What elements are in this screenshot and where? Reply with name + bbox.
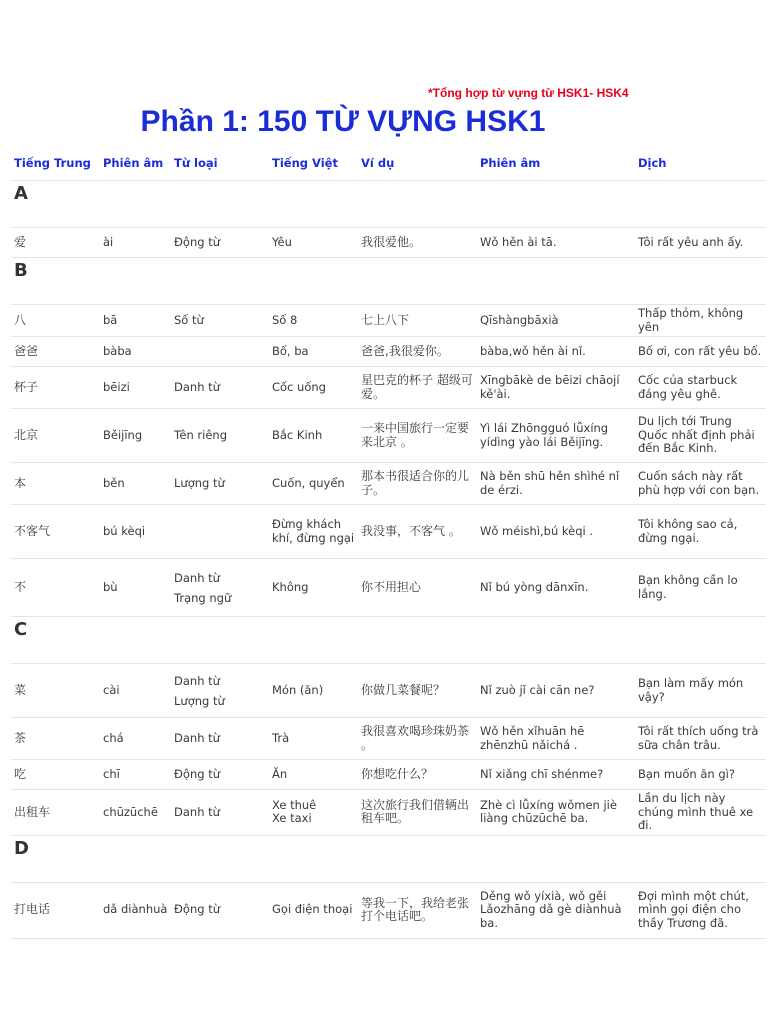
word-type: Danh từ bbox=[174, 673, 220, 688]
example-cell: 七上八下 bbox=[358, 305, 477, 337]
table-row bbox=[11, 664, 766, 718]
word-type: Lượng từ bbox=[174, 475, 225, 490]
pinyin-cell: ài bbox=[100, 228, 171, 258]
translation-cell: Bạn không cần lo lắng. bbox=[635, 559, 766, 617]
example-pinyin-cell: Xīngbākè de bēizi chāojí kě'ài. bbox=[477, 367, 635, 409]
word-type: Danh từ bbox=[174, 730, 220, 745]
section-letter-row bbox=[11, 258, 766, 305]
hanzi-cell: 北京 bbox=[11, 409, 100, 463]
vietnamese-cell: Cuốn, quyển bbox=[269, 463, 358, 505]
table-header-row bbox=[11, 148, 766, 181]
header-example-pinyin: Phiên âm bbox=[477, 148, 635, 181]
vietnamese-cell: Bố, ba bbox=[269, 337, 358, 367]
example-pinyin-cell: Qīshàngbāxià bbox=[477, 305, 635, 337]
vietnamese-cell: Số 8 bbox=[269, 305, 358, 337]
section-letter: B bbox=[11, 258, 766, 305]
example-cell: 你做几菜餐呢？ bbox=[358, 664, 477, 718]
table-row bbox=[11, 305, 766, 337]
example-cell: 等我一下，我给老张打个电话吧。 bbox=[358, 883, 477, 939]
vietnamese-cell: Món (ăn) bbox=[269, 664, 358, 718]
section-letter: A bbox=[11, 181, 766, 228]
pinyin-cell: chá bbox=[100, 718, 171, 760]
word-type-cell bbox=[171, 883, 269, 939]
page-title: Phần 1: 150 TỪ VỰNG HSK1 bbox=[140, 105, 546, 138]
vietnamese-cell: Bắc Kinh bbox=[269, 409, 358, 463]
pinyin-cell: bú kèqi bbox=[100, 505, 171, 559]
section-letter-row bbox=[11, 181, 766, 228]
example-pinyin-cell: Nà běn shū hěn shìhé nǐ de érzi. bbox=[477, 463, 635, 505]
section-letter: D bbox=[11, 836, 766, 883]
translation-cell: Tôi rất thích uống trà sữa chân trâu. bbox=[635, 718, 766, 760]
hanzi-cell: 吃 bbox=[11, 760, 100, 790]
example-pinyin-cell: Nǐ bú yòng dānxīn. bbox=[477, 559, 635, 617]
example-pinyin-cell: Děng wǒ yíxià, wǒ gěi Lǎozhāng dǎ gè diànhuà ba. bbox=[477, 883, 635, 939]
example-cell: 我很喜欢喝珍珠奶茶 。 bbox=[358, 718, 477, 760]
word-type: Động từ bbox=[174, 766, 220, 781]
table-row bbox=[11, 367, 766, 409]
word-type: Danh từ bbox=[174, 379, 220, 394]
hanzi-cell: 打电话 bbox=[11, 883, 100, 939]
word-type-cell bbox=[171, 367, 269, 409]
pinyin-cell: bēizi bbox=[100, 367, 171, 409]
pinyin-cell: cài bbox=[100, 664, 171, 718]
word-type: Trạng ngữ bbox=[174, 590, 232, 605]
table-body bbox=[11, 181, 766, 939]
example-pinyin-cell: Wǒ hěn ài tā. bbox=[477, 228, 635, 258]
word-type: Động từ bbox=[174, 234, 220, 249]
vietnamese-cell: Trà bbox=[269, 718, 358, 760]
hanzi-cell: 本 bbox=[11, 463, 100, 505]
table-row bbox=[11, 505, 766, 559]
word-type-cell bbox=[171, 337, 269, 367]
table-row bbox=[11, 559, 766, 617]
hanzi-cell: 杯子 bbox=[11, 367, 100, 409]
translation-cell: Thấp thỏm, không yên bbox=[635, 305, 766, 337]
section-letter: C bbox=[11, 617, 766, 664]
translation-cell: Tôi rất yêu anh ấy. bbox=[635, 228, 766, 258]
pinyin-cell: Běijīng bbox=[100, 409, 171, 463]
vietnamese-cell: Yêu bbox=[269, 228, 358, 258]
word-type-cell bbox=[171, 305, 269, 337]
example-cell: 我很爱他。 bbox=[358, 228, 477, 258]
header-vietnamese: Tiếng Việt bbox=[269, 148, 358, 181]
example-cell: 这次旅行我们借辆出租车吧。 bbox=[358, 790, 477, 836]
example-cell: 一来中国旅行一定要来北京 。 bbox=[358, 409, 477, 463]
vocabulary-table bbox=[11, 148, 766, 939]
example-cell: 那本书很适合你的儿子。 bbox=[358, 463, 477, 505]
table-row bbox=[11, 718, 766, 760]
translation-cell: Cuốn sách này rất phù hợp với con bạn. bbox=[635, 463, 766, 505]
vietnamese-cell: Cốc uống bbox=[269, 367, 358, 409]
translation-cell: Cốc của starbuck đáng yêu ghê. bbox=[635, 367, 766, 409]
table-row bbox=[11, 463, 766, 505]
example-pinyin-cell: Nǐ zuò jǐ cài cān ne? bbox=[477, 664, 635, 718]
hanzi-cell: 菜 bbox=[11, 664, 100, 718]
word-type-cell bbox=[171, 718, 269, 760]
hanzi-cell: 爸爸 bbox=[11, 337, 100, 367]
pinyin-cell: bā bbox=[100, 305, 171, 337]
hanzi-cell: 八 bbox=[11, 305, 100, 337]
word-type: Tên riêng bbox=[174, 427, 228, 442]
pinyin-cell: bàba bbox=[100, 337, 171, 367]
hanzi-cell: 出租车 bbox=[11, 790, 100, 836]
word-type: Động từ bbox=[174, 902, 220, 917]
word-type-cell bbox=[171, 409, 269, 463]
pinyin-cell: bù bbox=[100, 559, 171, 617]
translation-cell: Đợi mình một chút, mình gọi điện cho thầy Trương đã. bbox=[635, 883, 766, 939]
word-type-cell bbox=[171, 760, 269, 790]
example-pinyin-cell: bàba,wǒ hěn ài nǐ. bbox=[477, 337, 635, 367]
vietnamese-cell: Xe thuê Xe taxi bbox=[269, 790, 358, 836]
translation-cell: Bạn làm mấy món vậy? bbox=[635, 664, 766, 718]
translation-cell: Lần du lịch này chúng mình thuê xe đi. bbox=[635, 790, 766, 836]
example-cell: 我没事，不客气 。 bbox=[358, 505, 477, 559]
translation-cell: Du lịch tới Trung Quốc nhất định phải đến Bắc Kinh. bbox=[635, 409, 766, 463]
header-translation: Dịch bbox=[635, 148, 766, 181]
hanzi-cell: 不客气 bbox=[11, 505, 100, 559]
table-row bbox=[11, 228, 766, 258]
document-subtitle: *Tổng hợp từ vựng từ HSK1- HSK4 bbox=[428, 86, 629, 100]
hanzi-cell: 茶 bbox=[11, 718, 100, 760]
example-cell: 爸爸,我很爱你。 bbox=[358, 337, 477, 367]
header-chinese: Tiếng Trung bbox=[11, 148, 100, 181]
table-row bbox=[11, 337, 766, 367]
hanzi-cell: 不 bbox=[11, 559, 100, 617]
pinyin-cell: dǎ diànhuà bbox=[100, 883, 171, 939]
example-pinyin-cell: Wǒ méishì,bú kèqi . bbox=[477, 505, 635, 559]
word-type-cell bbox=[171, 505, 269, 559]
section-letter-row bbox=[11, 617, 766, 664]
example-cell: 星巴克的杯子 超级可爱。 bbox=[358, 367, 477, 409]
word-type-cell bbox=[171, 790, 269, 836]
word-type: Danh từ bbox=[174, 804, 220, 819]
table-row bbox=[11, 790, 766, 836]
example-pinyin-cell: Nǐ xiǎng chī shénme? bbox=[477, 760, 635, 790]
example-pinyin-cell: Zhè cì lǚxíng wǒmen jiè liàng chūzūchē ba. bbox=[477, 790, 635, 836]
translation-cell: Bạn muốn ăn gì? bbox=[635, 760, 766, 790]
pinyin-cell: chī bbox=[100, 760, 171, 790]
word-type: Lượng từ bbox=[174, 693, 225, 708]
word-type: Danh từ bbox=[174, 570, 220, 585]
word-type-cell bbox=[171, 559, 269, 617]
example-cell: 你不用担心 bbox=[358, 559, 477, 617]
word-type-cell bbox=[171, 228, 269, 258]
pinyin-cell: běn bbox=[100, 463, 171, 505]
word-type-cell bbox=[171, 664, 269, 718]
vietnamese-cell: Ăn bbox=[269, 760, 358, 790]
vietnamese-cell: Không bbox=[269, 559, 358, 617]
table-row bbox=[11, 409, 766, 463]
example-pinyin-cell: Wǒ hěn xǐhuān hē zhēnzhū nǎichá . bbox=[477, 718, 635, 760]
hanzi-cell: 爱 bbox=[11, 228, 100, 258]
header-word-type: Từ loại bbox=[171, 148, 269, 181]
word-type: Số từ bbox=[174, 312, 204, 327]
example-pinyin-cell: Yì lái Zhōngguó lǚxíng yídìng yào lái Běijīng. bbox=[477, 409, 635, 463]
header-example: Ví dụ bbox=[358, 148, 477, 181]
example-cell: 你想吃什么？ bbox=[358, 760, 477, 790]
header-pinyin: Phiên âm bbox=[100, 148, 171, 181]
vietnamese-cell: Gọi điện thoại bbox=[269, 883, 358, 939]
section-letter-row bbox=[11, 836, 766, 883]
translation-cell: Bố ơi, con rất yêu bố. bbox=[635, 337, 766, 367]
pinyin-cell: chūzūchē bbox=[100, 790, 171, 836]
table-row bbox=[11, 760, 766, 790]
word-type-cell bbox=[171, 463, 269, 505]
table-row bbox=[11, 883, 766, 939]
vietnamese-cell: Đừng khách khí, đừng ngại bbox=[269, 505, 358, 559]
translation-cell: Tôi không sao cả, đừng ngại. bbox=[635, 505, 766, 559]
